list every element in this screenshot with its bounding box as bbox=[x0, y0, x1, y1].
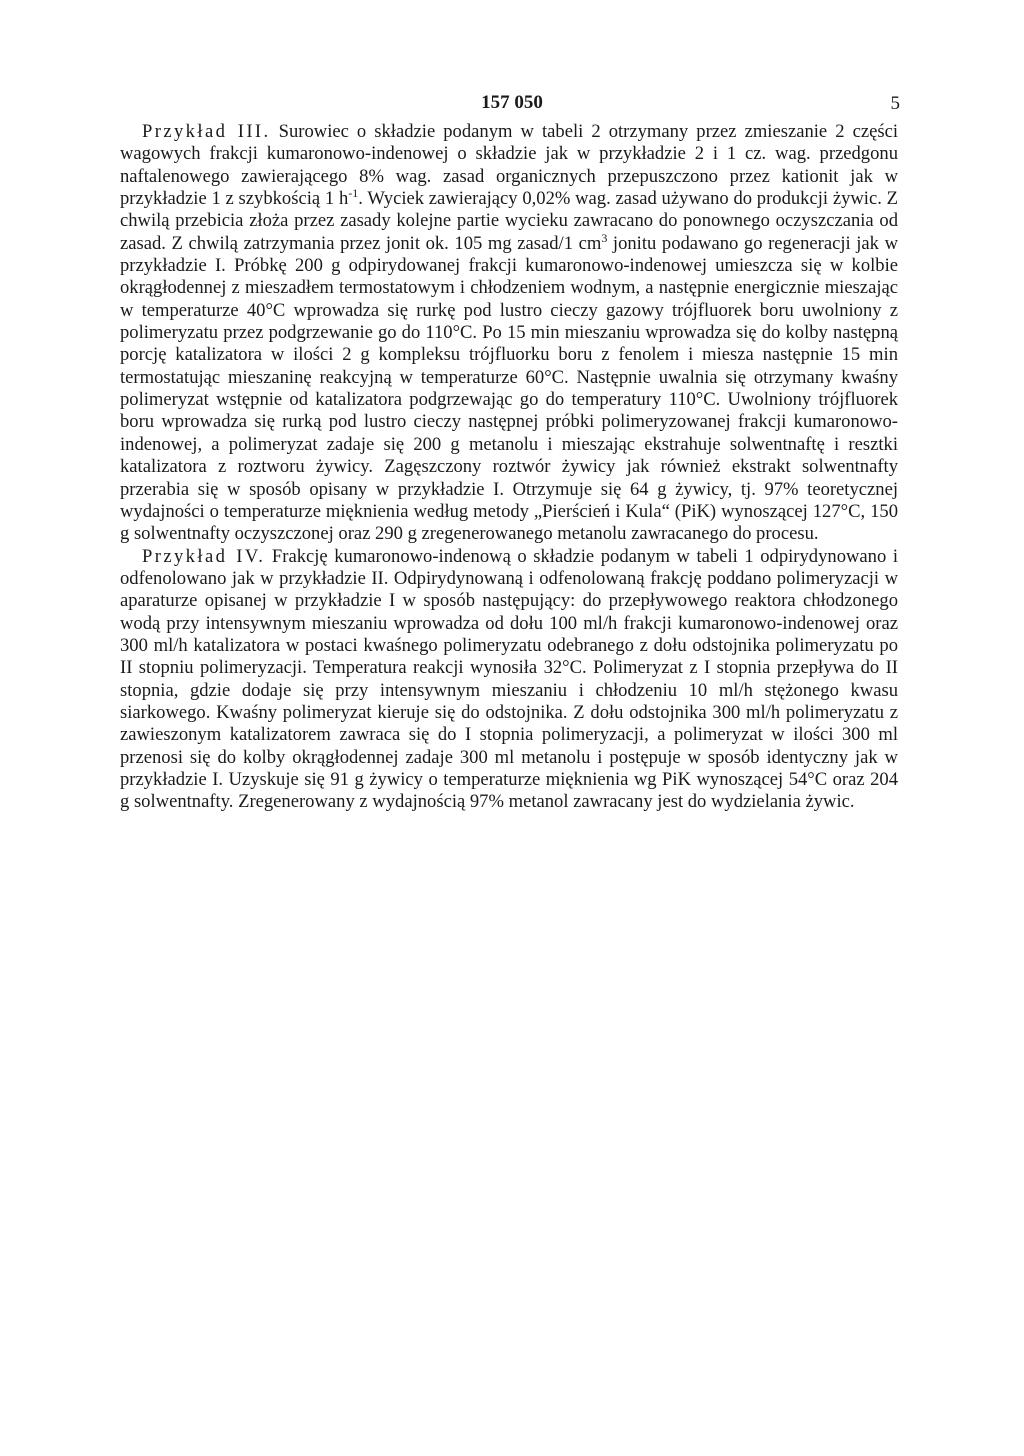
paragraph-text: . Wyciek zawierający 0,02% wag. zasad używano do produkcji żywic. Z chwilą przebicia złoża przez zasady kolejne partie wycieku zawracano do ponownego oczyszczania od zasad. Z chwilą zatrzymania przez jonit ok. 105 mg zasad/1 cm bbox=[120, 188, 898, 254]
document-number: 157 050 bbox=[481, 92, 543, 113]
paragraph-text: Surowiec o składzie podanym w tabeli 2 otrzymany przez zmieszanie 2 części wagowych frakcji kumaronowo-indenowej o składzie jak w przykładzie 2 i 1 cz. wag. przedgonu naftalenowego zawierającego 8% wag. zasad organicznych przepuszczono przez kationit jak w przykładzie 1 z szybkością 1 h bbox=[120, 121, 898, 210]
page-index: 5 bbox=[890, 93, 900, 114]
paragraph-example-4 bbox=[120, 546, 898, 814]
example-label: Przykład III. bbox=[142, 121, 271, 142]
superscript: -1 bbox=[348, 185, 359, 200]
paragraph-text: jonitu podawano go regeneracji jak w przykładzie I. Próbkę 200 g odpirydowanej frakcji kumaronowo-indenowej umieszcza się w kolbie okrągłodennej z mieszadłem termostatowym i chłodzeniem wodnym, a następnie energicznie mieszając w temperaturze 40°C wprowadza się rurkę pod lustro cieczy gazowy trójfluorek boru uwolniony z polimeryzatu przez podgrzewanie go do 110°C. Po 15 min mieszaniu wprowadza się do kolby następną porcję katalizatora w ilości 2 g kompleksu trójfluorku boru z fenolem i miesza następnie 15 min termostatując mieszaninę reakcyjną w temperaturze 60°C. Następnie uwalnia się otrzymany kwaśny polimeryzat wstępnie od katalizatora podgrzewając go do temperatury 110°C. Uwolniony trójfluorek boru wprowadza się rurką pod lustro cieczy następnej próbki polimeryzowanej frakcji kumaronowo-indenowej, a polimeryzat zadaje się 200 g metanolu i mieszając ekstrahuje solwentnaftę i resztki katalizatora z roztworu żywicy. Zagęszczony roztwór żywicy jak również ekstrakt solwentnafty przerabia się w sposób opisany w przykładzie I. Otrzymuje się 64 g żywicy, tj. 97% teoretycznej wydajności o temperaturze mięknienia według metody „Pierścień i Kula“ (PiK) wynoszącej 127°C, 150 g solwentnafty oczyszczonej oraz 290 g zregenerowanego metanolu zawracanego do procesu. bbox=[120, 232, 898, 545]
paragraph-example-3 bbox=[120, 121, 898, 546]
document-body bbox=[120, 121, 898, 814]
example-label: Przykład IV. bbox=[142, 545, 266, 567]
superscript: 3 bbox=[601, 230, 608, 245]
paragraph-text: Frakcję kumaronowo-indenową o składzie podanym w tabeli 1 odpirydynowano i odfenolowano jak w przykładzie II. Odpirydynowaną i odfenolowaną frakcję poddano polimeryzacji w aparaturze opisanej w przykładzie I w sposób następujący: do przepływowego reaktora chłodzonego wodą przy intensywnym mieszaniu wprowadza od dołu 100 ml/h frakcji kumaronowo-indenowej oraz 300 ml/h katalizatora w postaci kwaśnego polimeryzatu odebranego z dołu odstojnika polimeryzatu po II stopniu polimeryzacji. Temperatura reakcji wynosiła 32°C. Polimeryzat z I stopnia przepływa do II stopnia, gdzie dodaje się przy intensywnym mieszaniu i chłodzeniu 10 ml/h stężonego kwasu siarkowego. Kwaśny polimeryzat kieruje się do odstojnika. Z dołu odstojnika 300 ml/h polimeryzatu z zawieszonym katalizatorem zawraca się do I stopnia polimeryzacji, a polimeryzat w ilości 300 ml przenosi się do kolby okrągłodennej zadaje 300 ml metanolu i postępuje w sposób identyczny jak w przykładzie I. Uzyskuje się 91 g żywicy o temperaturze mięknienia wg PiK wynoszącej 54°C oraz 204 g solwentnafty. Zregenerowany z wydajnością 97% metanol zawracany jest do wydzielania żywic. bbox=[120, 545, 898, 813]
